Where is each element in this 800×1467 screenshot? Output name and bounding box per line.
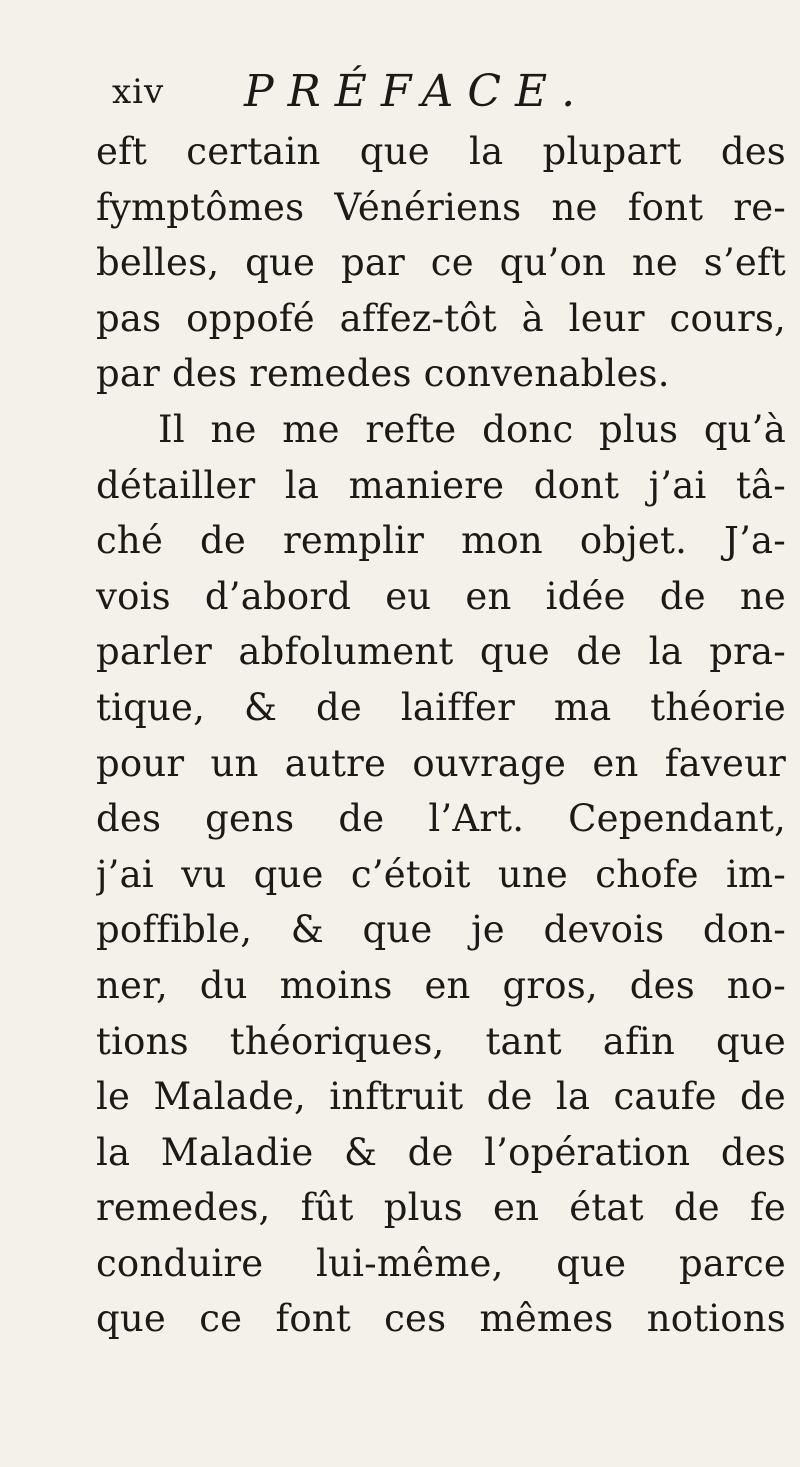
text-line: conduire lui-même, que parce	[96, 1241, 786, 1285]
text-line: par des remedes convenables.	[96, 352, 670, 396]
page-header	[112, 66, 672, 116]
page-number: xiv	[112, 72, 165, 112]
text-line: belles, que par ce qu’on ne s’eft	[96, 241, 786, 285]
running-head: PRÉFACE.	[244, 66, 590, 117]
text-line: remedes, fût plus en état de fe	[96, 1186, 786, 1230]
text-line: le Malade, inftruit de la caufe de	[96, 1075, 786, 1119]
text-line: eft certain que la plupart des	[96, 130, 786, 173]
text-line: ner, du moins en gros, des no-	[96, 963, 786, 1007]
text-line: poffible, & que je devois don-	[96, 908, 786, 952]
text-line: parler abfolument que de la pra-	[96, 630, 786, 674]
text-line: j’ai vu que c’étoit une chofe im-	[96, 852, 786, 896]
text-line: tions théoriques, tant afin que	[96, 1019, 786, 1063]
text-line: pour un autre ouvrage en faveur	[96, 741, 786, 785]
text-line: fymptômes Vénériens ne font re-	[96, 185, 786, 229]
text-line: que ce font ces mêmes notions	[96, 1297, 786, 1341]
text-line: vois d’abord eu en idée de ne	[96, 574, 786, 618]
text-line: des gens de l’Art. Cependant,	[96, 797, 786, 841]
text-line: la Maladie & de l’opération des	[96, 1130, 786, 1174]
body-text	[96, 124, 786, 1347]
text-line: ché de remplir mon objet. J’a-	[96, 519, 786, 563]
text-line: détailler la maniere dont j’ai tâ-	[96, 463, 786, 507]
text-line: pas oppofé affez-tôt à leur cours,	[96, 296, 786, 340]
text-line: Il ne me refte donc plus qu’à	[158, 407, 786, 451]
text-line: tique, & de laiffer ma théorie	[96, 685, 786, 729]
